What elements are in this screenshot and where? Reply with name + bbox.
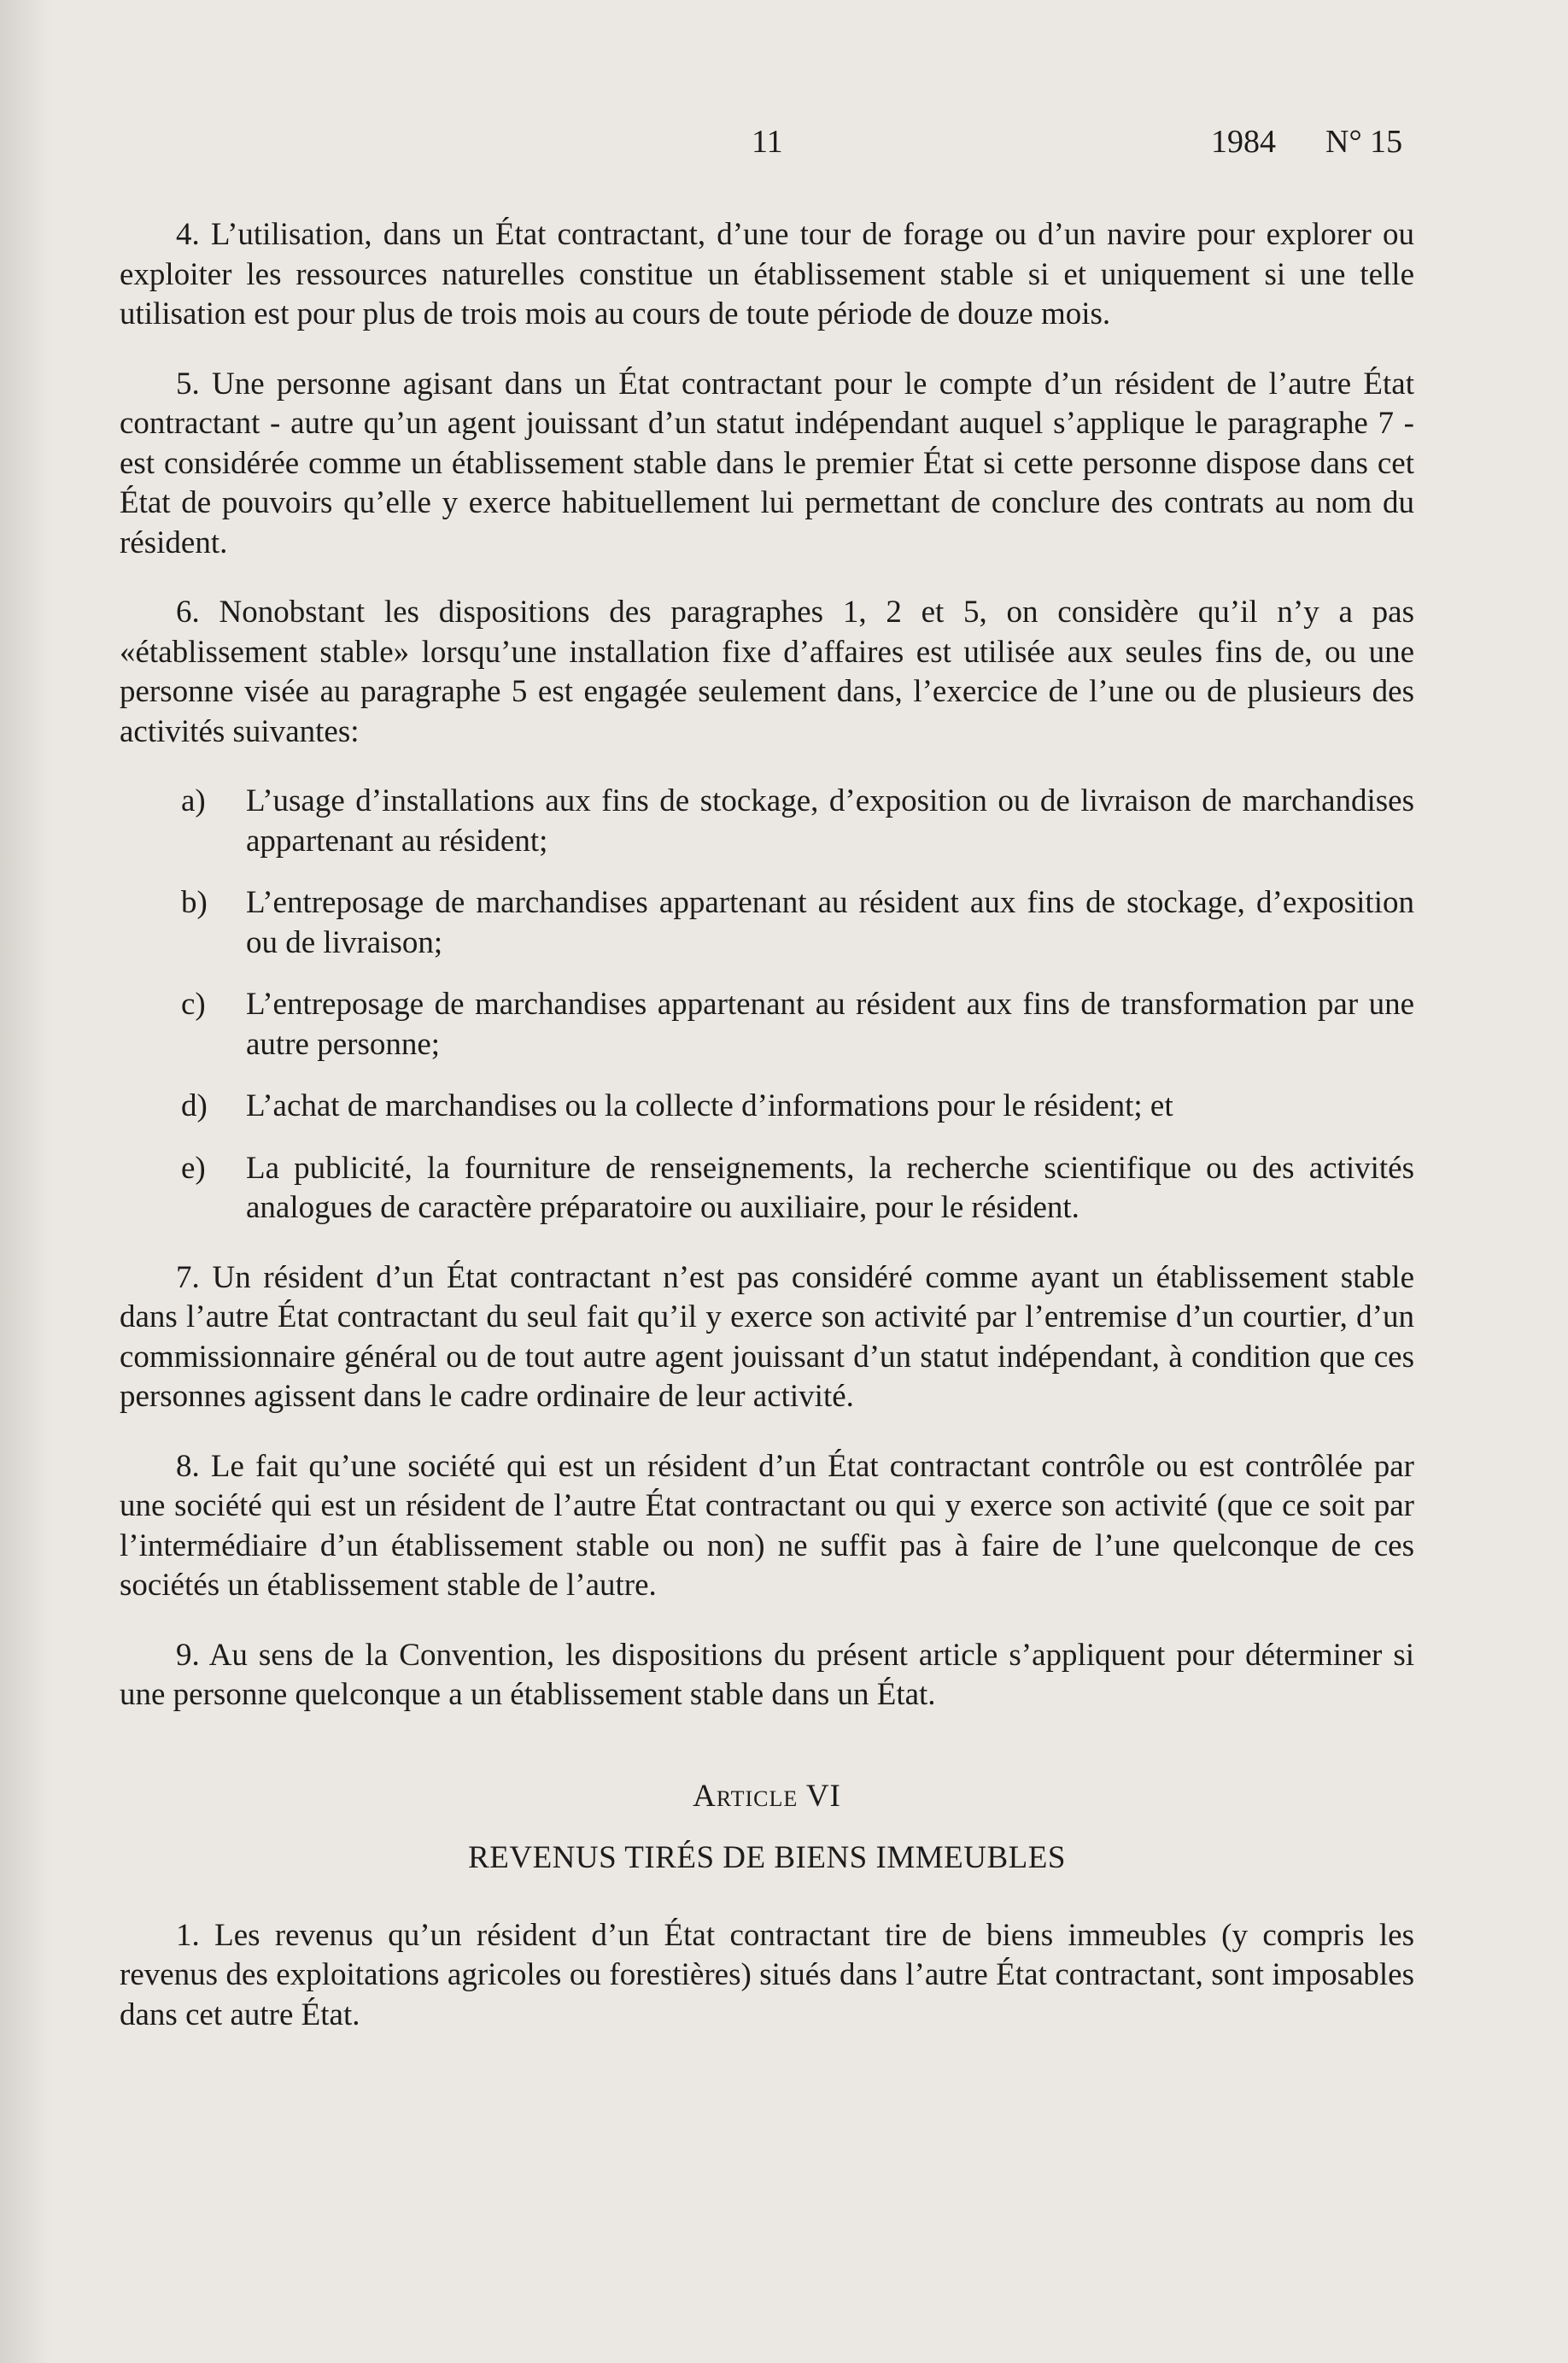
publication-info — [1211, 123, 1402, 161]
list-item-text: L’entreposage de marchandises appartenant au résident aux fins de transformation par une autre personne; — [246, 987, 1414, 1062]
article-heading: Article VI — [693, 1778, 841, 1814]
paragraph-8: 8. Le fait qu’une société qui est un résident d’un État contractant contrôle ou est contrôlée par une société qui est un résident de l’autre État contractant ou qui y exerce son activité (que ce soit par l’intermédiaire d’un établissement stable ou non) ne suffit pas à faire de l’une quelconque de ces sociétés un établissement stable de l’autre. — [120, 1448, 1414, 1603]
paragraph-6: 6. Nonobstant les dispositions des paragraphes 1, 2 et 5, on considère qu’il n’y a pas «établissement stable» lorsqu’une installation fixe d’affaires est utilisée aux seules fins de, ou une personne visée au paragraphe 5 est engagée seulement dans, l’exercice de l’une ou de plusieurs des activités suivantes: — [120, 595, 1414, 749]
list-item-b — [120, 883, 1414, 963]
page-header — [0, 123, 1568, 167]
list-item-a — [120, 782, 1414, 861]
document-body — [120, 215, 1414, 2065]
list-item-text: L’achat de marchandises ou la collecte d’informations pour le résident; et — [246, 1088, 1173, 1123]
list-item-text: L’usage d’installations aux fins de stockage, d’exposition ou de livraison de marchandises appartenant au résident; — [246, 783, 1414, 859]
article-title: REVENUS TIRÉS DE BIENS IMMEUBLES — [468, 1840, 1066, 1875]
page-number: 11 — [752, 124, 783, 160]
list-marker: e) — [181, 1150, 206, 1186]
list-item-e — [120, 1149, 1414, 1228]
paragraph-5: 5. Une personne agisant dans un État contractant pour le compte d’un résident de l’autre État contractant - autre qu’un agent jouissant d’un statut indépendant auquel s’applique le paragraphe 7 - est considérée comme un établissement stable dans le premier État si cette personne dispose dans cet État de pouvoirs qu’elle y exerce habituellement lui permettant de conclure des contrats au nom du résident. — [120, 366, 1414, 560]
paragraph-4: 4. L’utilisation, dans un État contractant, d’une tour de forage ou d’un navire pour explorer ou exploiter les ressources naturelles constitue un établissement stable si et uniquement si une telle utilisation est pour plus de trois mois au cours de toute période de douze mois. — [120, 217, 1414, 331]
list-item-d — [120, 1087, 1414, 1127]
publication-year: 1984 — [1211, 124, 1276, 160]
list-item-c — [120, 985, 1414, 1064]
issue-number: N° 15 — [1325, 124, 1403, 160]
paragraph-9: 9. Au sens de la Convention, les dispositions du présent article s’appliquent pour déterminer si une personne quelconque a un établissement stable dans un État. — [120, 1637, 1414, 1712]
list-item-text: L’entreposage de marchandises appartenant au résident aux fins de stockage, d’exposition ou de livraison; — [246, 885, 1414, 960]
article-paragraph-1: 1. Les revenus qu’un résident d’un État contractant tire de biens immeubles (y compris les revenus des exploitations agricoles ou forestières) situés dans l’autre État contractant, sont imposables dans cet autre État. — [120, 1917, 1414, 2032]
list-marker: b) — [181, 885, 208, 920]
list-marker: c) — [181, 987, 206, 1022]
page-edge-shadow — [0, 0, 51, 2363]
paragraph-7: 7. Un résident d’un État contractant n’est pas considéré comme ayant un établissement stable dans l’autre État contractant du seul fait qu’il y exerce son activité par l’entremise d’un courtier, d’un commissionnaire général ou de tout autre agent jouissant d’un statut indépendant, à condition que ces personnes agissent dans le cadre ordinaire de leur activité. — [120, 1259, 1414, 1414]
list-marker: d) — [181, 1088, 208, 1123]
list-item-text: La publicité, la fourniture de renseignements, la recherche scientifique ou des activités analogues de caractère préparatoire ou auxiliaire, pour le résident. — [246, 1150, 1414, 1225]
list-marker: a) — [181, 783, 206, 818]
activities-list — [120, 782, 1414, 1228]
